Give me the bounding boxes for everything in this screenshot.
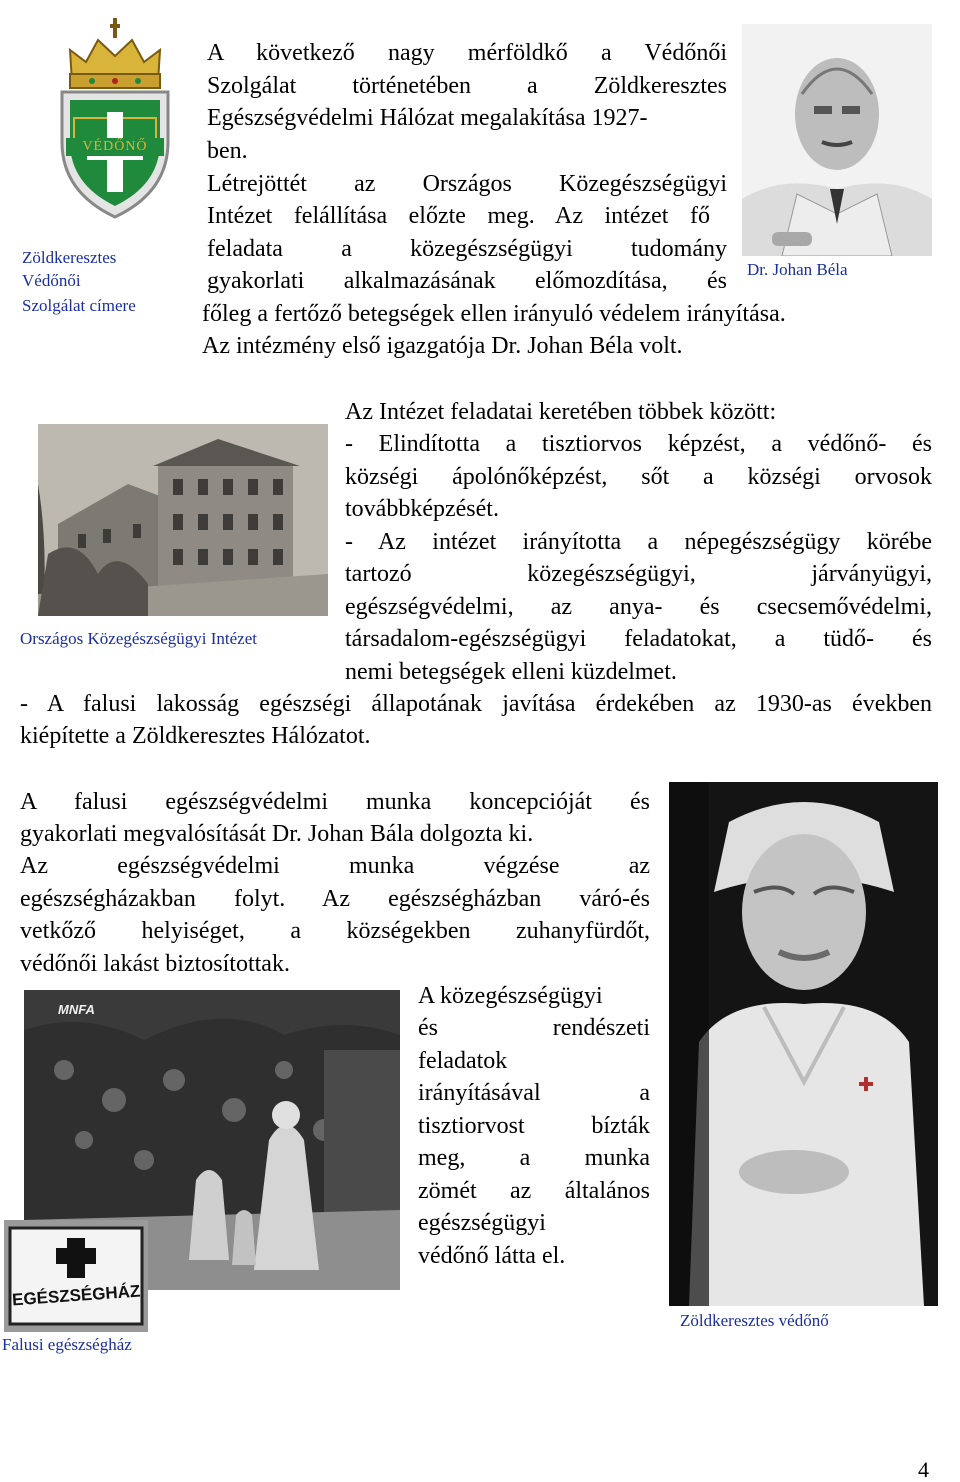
institute-photo [38,424,328,616]
institute-line-3: községi ápolónőképzést, sőt a községi orvosok [345,464,932,490]
crest-badge-text: VÉDŐNŐ [66,138,164,156]
village-caption: Falusi egészségház [2,1335,132,1354]
village-sign-text: EGÉSZSÉGHÁZ [11,1281,141,1310]
network-line-2: kiépítette a Zöldkeresztes Hálózatot. [20,723,371,749]
institute-line-2: - Elindította a tisztiorvos képzést, a védőnő- és [345,431,932,457]
network-line-1: - A falusi lakosság egészségi állapotának javítása érdekében az 1930-as években [20,691,932,717]
institute-line-6: tartozó közegészségügyi, járványügyi, [345,561,932,587]
concept-line-1: A falusi egészségvédelmi munka koncepcióját és [20,789,650,815]
officer-line-9: védőnő látta el. [418,1243,566,1269]
officer-line-1: A közegészségügyi [418,983,603,1009]
intro-line-1: A következő nagy mérföldkő a Védőnői [207,40,727,66]
institute-line-5: - Az intézet irányította a népegészségügy körébe [345,529,932,555]
officer-line-4: irányításával a [418,1080,650,1106]
intro-line-3: Egészségvédelmi Hálózat megalakítása 1927- [207,105,648,131]
concept-line-3: Az egészségvédelmi munka végzése az [20,853,650,879]
crest-caption-1: Zöldkeresztes [22,248,117,267]
institute-line-1: Az Intézet feladatai keretében többek között: [345,399,777,425]
officer-line-7: zömét az általános [418,1178,650,1204]
portrait-photo [742,24,932,256]
concept-line-6: védőnői lakást biztosítottak. [20,951,290,977]
nurse-caption: Zöldkeresztes védőnő [680,1311,829,1330]
institute-line-8: társadalom-egészségügyi feladatokat, a tüdő- és [345,626,932,652]
portrait-caption: Dr. Johan Béla [747,260,848,279]
intro-line-9: főleg a fertőző betegségek ellen irányuló védelem irányítása. [202,301,786,327]
nurse-photo [669,782,938,1306]
institute-line-9: nemi betegségek elleni küzdelmet. [345,659,677,685]
village-sign [4,1220,148,1332]
concept-line-4: egészségházakban folyt. Az egészségházban váró-és [20,886,650,912]
crest-logo [52,12,178,224]
concept-line-5: vetkőző helyiséget, a községekben zuhanyfürdőt, [20,918,650,944]
officer-line-5: tisztiorvost bízták [418,1113,650,1139]
intro-line-6: Intézet felállítása előzte meg. Az intézet fő [207,203,710,229]
crest-caption-3: Szolgálat címere [22,296,136,315]
intro-line-5: Létrejöttét az Országos Közegészségügyi [207,171,727,197]
intro-line-7: feladata a közegészségügyi tudomány [207,236,727,262]
officer-line-3: feladatok [418,1048,508,1074]
institute-caption: Országos Közegészségügyi Intézet [20,629,257,648]
officer-line-2: és rendészeti [418,1015,650,1041]
concept-line-2: gyakorlati megvalósítását Dr. Johan Bála dolgozta ki. [20,821,534,847]
institute-line-4: továbbképzését. [345,496,499,522]
officer-line-8: egészségügyi [418,1210,546,1236]
institute-line-7: egészségvédelmi, az anya- és csecsemővédelmi, [345,594,932,620]
page-number: 4 [918,1457,929,1482]
intro-line-10: Az intézmény első igazgatója Dr. Johan Béla volt. [202,333,683,359]
officer-line-6: meg, a munka [418,1145,650,1171]
intro-line-2: Szolgálat történetében a Zöldkeresztes [207,73,727,99]
crest-caption-2: Védőnői [22,271,81,290]
village-photo-stamp: MNFA [58,1002,95,1017]
intro-line-8: gyakorlati alkalmazásának előmozdítása, és [207,268,727,294]
intro-line-4: ben. [207,138,248,164]
